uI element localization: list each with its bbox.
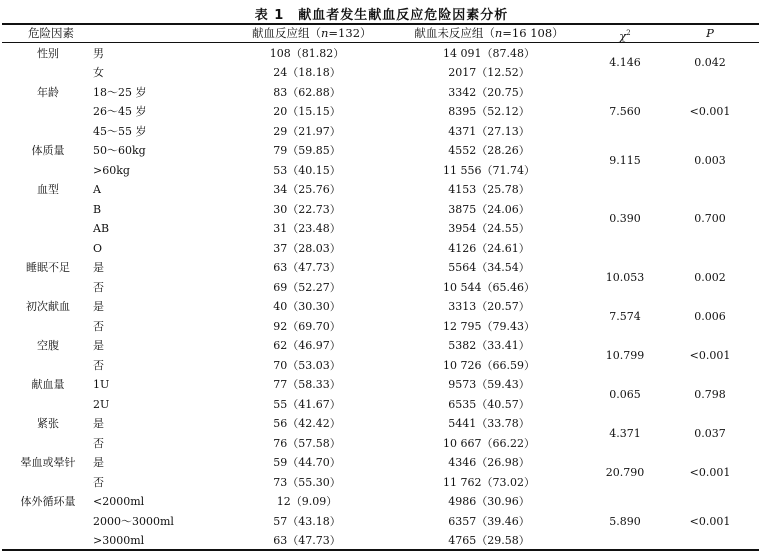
factor-category — [12, 473, 84, 493]
no-reaction-group-value: 11 556（71.74） — [443, 163, 535, 177]
header-chi-sup: 2 — [626, 29, 631, 37]
p-value: 0.002 — [694, 270, 726, 284]
reaction-group-value: 83（62.88） — [273, 85, 341, 99]
table-caption: 献血者发生献血反应危险因素分析 — [298, 8, 509, 23]
factor-level: 否 — [93, 436, 104, 450]
factor-category — [12, 122, 84, 142]
reaction-group-value: 57（43.18） — [273, 514, 341, 528]
factor-level: 是 — [93, 261, 104, 274]
factor-category: 体外循环量 — [20, 495, 76, 508]
factor-category: 体质量 — [31, 144, 65, 157]
factor-category — [12, 102, 84, 122]
factor-level: 否 — [93, 319, 104, 333]
reaction-group-value: 63（47.73） — [273, 261, 341, 274]
reaction-group-value: 29（21.97） — [273, 124, 341, 138]
factor-category — [12, 239, 84, 259]
factor-category — [12, 531, 84, 551]
factor-category: 血型 — [37, 183, 59, 196]
factor-category: 空腹 — [37, 339, 59, 352]
p-value: 0.003 — [694, 153, 726, 167]
header-p-value: P — [706, 26, 714, 40]
reaction-group-value: 53（40.15） — [273, 163, 341, 177]
factor-category — [12, 317, 84, 337]
header-chi-symbol: χ — [619, 29, 627, 43]
reaction-group-value: 62（46.97） — [273, 339, 341, 352]
no-reaction-group-value: 5441（33.78） — [448, 417, 530, 430]
p-value: <0.001 — [689, 105, 731, 118]
factor-category: 紧张 — [37, 417, 59, 430]
factor-level: 1U — [93, 378, 110, 391]
header-chi-square — [600, 25, 650, 41]
factor-level: 否 — [93, 358, 104, 372]
no-reaction-group-value: 3313（20.57） — [448, 300, 530, 313]
factor-level: 男 — [93, 46, 104, 60]
reaction-group-value: 37（28.03） — [273, 241, 341, 255]
factor-level: 是 — [93, 417, 104, 430]
no-reaction-group-value: 6357（39.46） — [448, 514, 530, 528]
factor-level: 是 — [93, 300, 104, 313]
reaction-group-value: 76（57.58） — [273, 436, 341, 450]
factor-level: AB — [93, 222, 110, 235]
reaction-group-value: 24（18.18） — [273, 66, 341, 79]
reaction-group-value: 70（53.03） — [273, 358, 341, 372]
factor-level: >60kg — [93, 163, 130, 177]
reaction-group-value: 79（59.85） — [273, 144, 341, 157]
no-reaction-group-value: 4346（26.98） — [448, 456, 530, 469]
reaction-group-value: 92（69.70） — [273, 319, 341, 333]
table-row — [0, 239, 763, 259]
reaction-group-value: 31（23.48） — [273, 222, 341, 235]
factor-category: 初次献血 — [26, 300, 70, 313]
no-reaction-group-value: 5382（33.41） — [448, 339, 530, 352]
factor-level: 18～25 岁 — [93, 85, 147, 99]
reaction-group-value: 59（44.70） — [273, 456, 341, 469]
no-reaction-group-value: 4552（28.26） — [448, 144, 530, 157]
factor-level: <2000ml — [93, 495, 145, 508]
factor-level: O — [93, 241, 103, 255]
no-reaction-group-value: 3342（20.75） — [448, 85, 530, 99]
factor-category: 睡眠不足 — [26, 261, 70, 274]
p-value: 0.700 — [694, 212, 726, 226]
factor-level: A — [93, 183, 101, 196]
header-factor: 危险因素 — [28, 26, 74, 40]
chi-square-value: 5.890 — [609, 514, 641, 528]
no-reaction-group-value: 8395（52.12） — [448, 105, 530, 118]
chi-square-value: 4.371 — [609, 426, 641, 440]
no-reaction-group-value: 14 091（87.48） — [443, 46, 535, 60]
reaction-group-value: 34（25.76） — [273, 183, 341, 196]
chi-square-value: 0.390 — [609, 212, 641, 226]
p-value: 0.798 — [694, 387, 726, 401]
no-reaction-group-value: 10 726（66.59） — [443, 358, 535, 372]
factor-category — [12, 512, 84, 532]
reaction-group-value: 12（9.09） — [276, 495, 338, 508]
chi-square-value: 4.146 — [609, 56, 641, 70]
no-reaction-group-value: 5564（34.54） — [448, 261, 530, 274]
header-g2-suffix: =16 108） — [502, 26, 564, 40]
no-reaction-group-value: 4986（30.96） — [448, 495, 530, 508]
p-value: 0.037 — [694, 426, 726, 440]
factor-category: 性别 — [37, 46, 59, 60]
no-reaction-group-value: 12 795（79.43） — [443, 319, 535, 333]
factor-level: 是 — [93, 456, 104, 469]
factor-level: B — [93, 202, 102, 216]
factor-category — [12, 161, 84, 181]
table-title — [0, 4, 763, 23]
p-value: 0.042 — [694, 56, 726, 70]
no-reaction-group-value: 6535（40.57） — [448, 397, 530, 411]
factor-level: >3000ml — [93, 534, 145, 547]
reaction-group-value: 73（55.30） — [273, 475, 341, 489]
factor-level: 45～55 岁 — [93, 124, 147, 138]
header-g2-prefix: 献血未反应组（ — [414, 26, 495, 40]
p-value: <0.001 — [689, 348, 731, 362]
header-g1-suffix: =132） — [328, 26, 372, 40]
factor-category — [12, 63, 84, 83]
reaction-group-value: 55（41.67） — [273, 397, 341, 411]
reaction-group-value: 56（42.42） — [273, 417, 341, 430]
reaction-group-value: 30（22.73） — [273, 202, 341, 216]
chi-square-value: 0.065 — [609, 387, 641, 401]
chi-square-value: 10.799 — [605, 348, 645, 362]
factor-category — [12, 219, 84, 239]
no-reaction-group-value: 4371（27.13） — [448, 124, 530, 138]
header-reaction-group — [252, 25, 372, 41]
factor-category: 献血量 — [31, 378, 65, 391]
reaction-group-value: 69（52.27） — [273, 280, 341, 294]
no-reaction-group-value: 3954（24.55） — [448, 222, 530, 235]
table-row — [0, 122, 763, 142]
factor-level: 女 — [93, 66, 104, 79]
factor-category: 年龄 — [37, 85, 59, 99]
factor-level: 26～45 岁 — [93, 105, 147, 118]
factor-level: 2U — [93, 397, 110, 411]
chi-square-value: 20.790 — [605, 465, 645, 479]
factor-level: 是 — [93, 339, 104, 352]
chi-square-value: 9.115 — [609, 153, 641, 167]
chi-square-value: 7.560 — [609, 105, 641, 118]
no-reaction-group-value: 10 667（66.22） — [443, 436, 535, 450]
factor-level: 2000～3000ml — [93, 514, 174, 528]
no-reaction-group-value: 11 762（73.02） — [443, 475, 535, 489]
factor-category: 晕血或晕针 — [20, 456, 76, 469]
no-reaction-group-value: 9573（59.43） — [448, 378, 530, 391]
factor-level: 50～60kg — [93, 144, 146, 157]
reaction-group-value: 20（15.15） — [273, 105, 341, 118]
no-reaction-group-value: 4126（24.61） — [448, 241, 530, 255]
p-value: <0.001 — [689, 465, 731, 479]
chi-square-value: 10.053 — [605, 270, 645, 284]
table-row — [0, 180, 763, 200]
reaction-group-value: 40（30.30） — [273, 300, 341, 313]
p-value: 0.006 — [694, 309, 726, 323]
reaction-group-value: 108（81.82） — [269, 46, 345, 60]
no-reaction-group-value: 4153（25.78） — [448, 183, 530, 196]
header-g2-n: n — [494, 26, 503, 40]
p-value: <0.001 — [689, 514, 731, 528]
header-g1-n: n — [321, 26, 329, 40]
factor-category — [12, 434, 84, 454]
factor-level: 否 — [93, 475, 104, 489]
factor-category — [12, 356, 84, 376]
table-row — [0, 83, 763, 103]
no-reaction-group-value: 10 544（65.46） — [443, 280, 535, 294]
factor-category — [12, 278, 84, 298]
reaction-group-value: 77（58.33） — [273, 378, 341, 391]
no-reaction-group-value: 3875（24.06） — [448, 202, 530, 216]
header-no-reaction-group — [414, 25, 564, 41]
table-number: 表 1 — [254, 8, 285, 23]
table-row — [0, 531, 763, 551]
no-reaction-group-value: 4765（29.58） — [448, 534, 530, 547]
factor-category — [12, 395, 84, 415]
factor-category — [12, 200, 84, 220]
no-reaction-group-value: 2017（12.52） — [448, 66, 530, 79]
reaction-group-value: 63（47.73） — [273, 534, 341, 547]
chi-square-value: 7.574 — [609, 309, 641, 323]
header-g1-prefix: 献血反应组（ — [252, 26, 321, 40]
table-row — [0, 492, 763, 512]
factor-level: 否 — [93, 280, 104, 294]
